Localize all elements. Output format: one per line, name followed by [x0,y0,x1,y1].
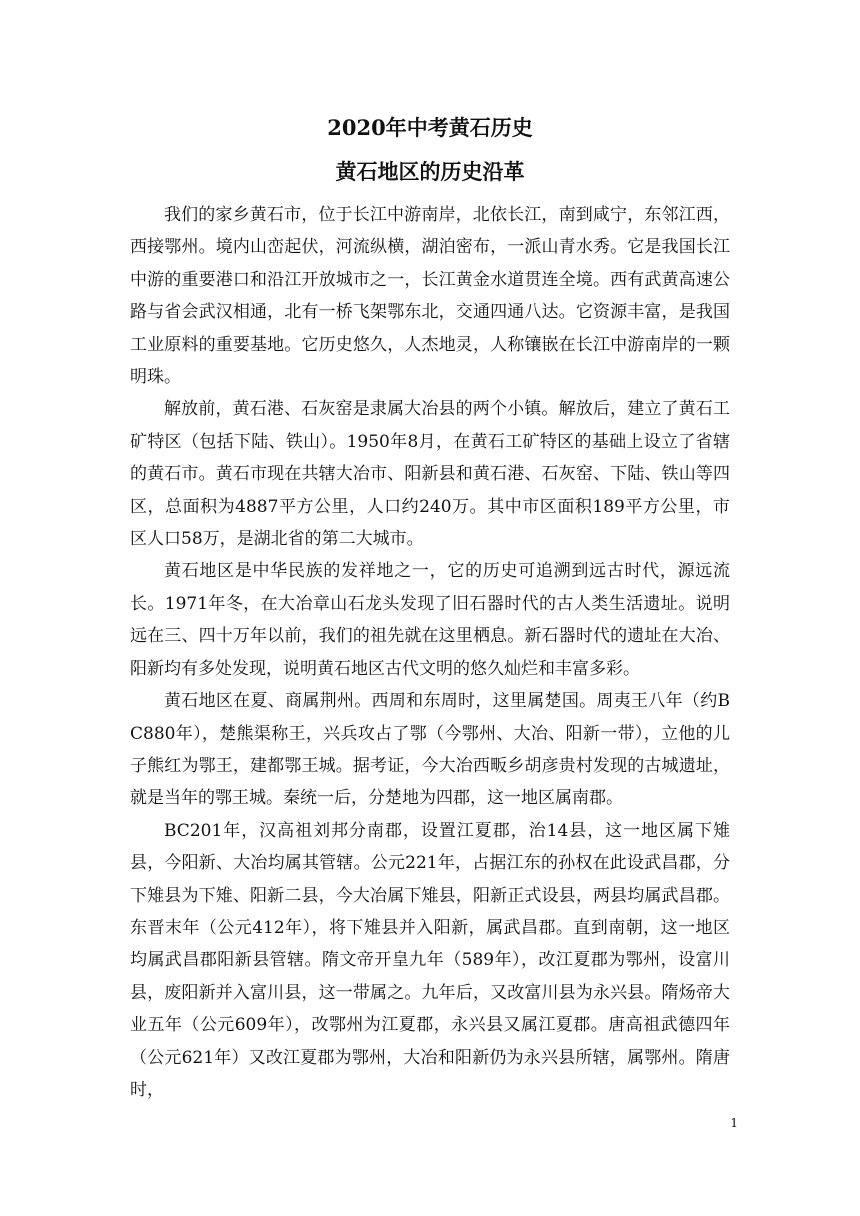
document-title: 2020年中考黄石历史 [327,115,533,140]
page-number: 1 [730,1116,738,1130]
document-body [130,199,730,1106]
paragraph-5: BC201年，汉高祖刘邦分南郡，设置江夏郡，治14县，这一地区属下雉县，今阳新、大冶均属其管辖。公元221年，占据江东的孙权在此设武昌郡，分下雉县为下雉、阳新二县，今大冶属下雉县，阳新正式设县，两县均属武昌郡。东晋末年（公元412年），将下雉县并入阳新，属武昌郡。直到南朝，这一地区均属武昌郡阳新县管辖。隋文帝开皇九年（589年），改江夏郡为鄂州，设富川县，废阳新并入富川县，这一带属之。九年后，又改富川县为永兴县。隋炀帝大业五年（公元609年），改鄂州为江夏郡，永兴县又属江夏郡。唐高祖武德四年（公元621年）又改江夏郡为鄂州，大冶和阳新仍为永兴县所辖，属鄂州。隋唐时， [130,820,730,1100]
paragraph-3: 黄石地区是中华民族的发祥地之一，它的历史可追溯到远古时代，源远流长。1971年冬，在大冶章山石龙头发现了旧石器时代的古人类生活遗址。说明远在三、四十万年以前，我们的祖先就在这里栖息。新石器时代的遗址在大冶、阳新均有多处发现，说明黄石地区古代文明的悠久灿烂和丰富多彩。 [130,561,730,679]
document-subtitle: 黄石地区的历史沿革 [335,159,525,184]
paragraph-4: 黄石地区在夏、商属荆州。西周和东周时，这里属楚国。周夷王八年（约BC880年），楚熊渠称王，兴兵攻占了鄂（今鄂州、大冶、阳新一带），立他的儿子熊红为鄂王，建都鄂王城。据考证，今大冶西畈乡胡彦贵村发现的古城遗址，就是当年的鄂王城。秦统一后，分楚地为四郡，这一地区属南郡。 [130,691,730,809]
paragraph-1: 我们的家乡黄石市，位于长江中游南岸，北依长江，南到咸宁，东邻江西，西接鄂州。境内山峦起伏，河流纵横，湖泊密布，一派山青水秀。它是我国长江中游的重要港口和沿江开放城市之一，长江黄金水道贯连全境。西有武黄高速公路与省会武汉相通，北有一桥飞架鄂东北，交通四通八达。它资源丰富，是我国工业原料的重要基地。它历史悠久，人杰地灵，人称镶嵌在长江中游南岸的一颗明珠。 [130,205,730,388]
paragraph-2: 解放前，黄石港、石灰窑是隶属大冶县的两个小镇。解放后，建立了黄石工矿特区（包括下陆、铁山）。1950年8月，在黄石工矿特区的基础上设立了省辖的黄石市。黄石市现在共辖大冶市、阳新县和黄石港、石灰窑、下陆、铁山等四区，总面积为4887平方公里，人口约240万。其中市区面积189平方公里，市区人口58万，是湖北省的第二大城市。 [130,399,730,550]
